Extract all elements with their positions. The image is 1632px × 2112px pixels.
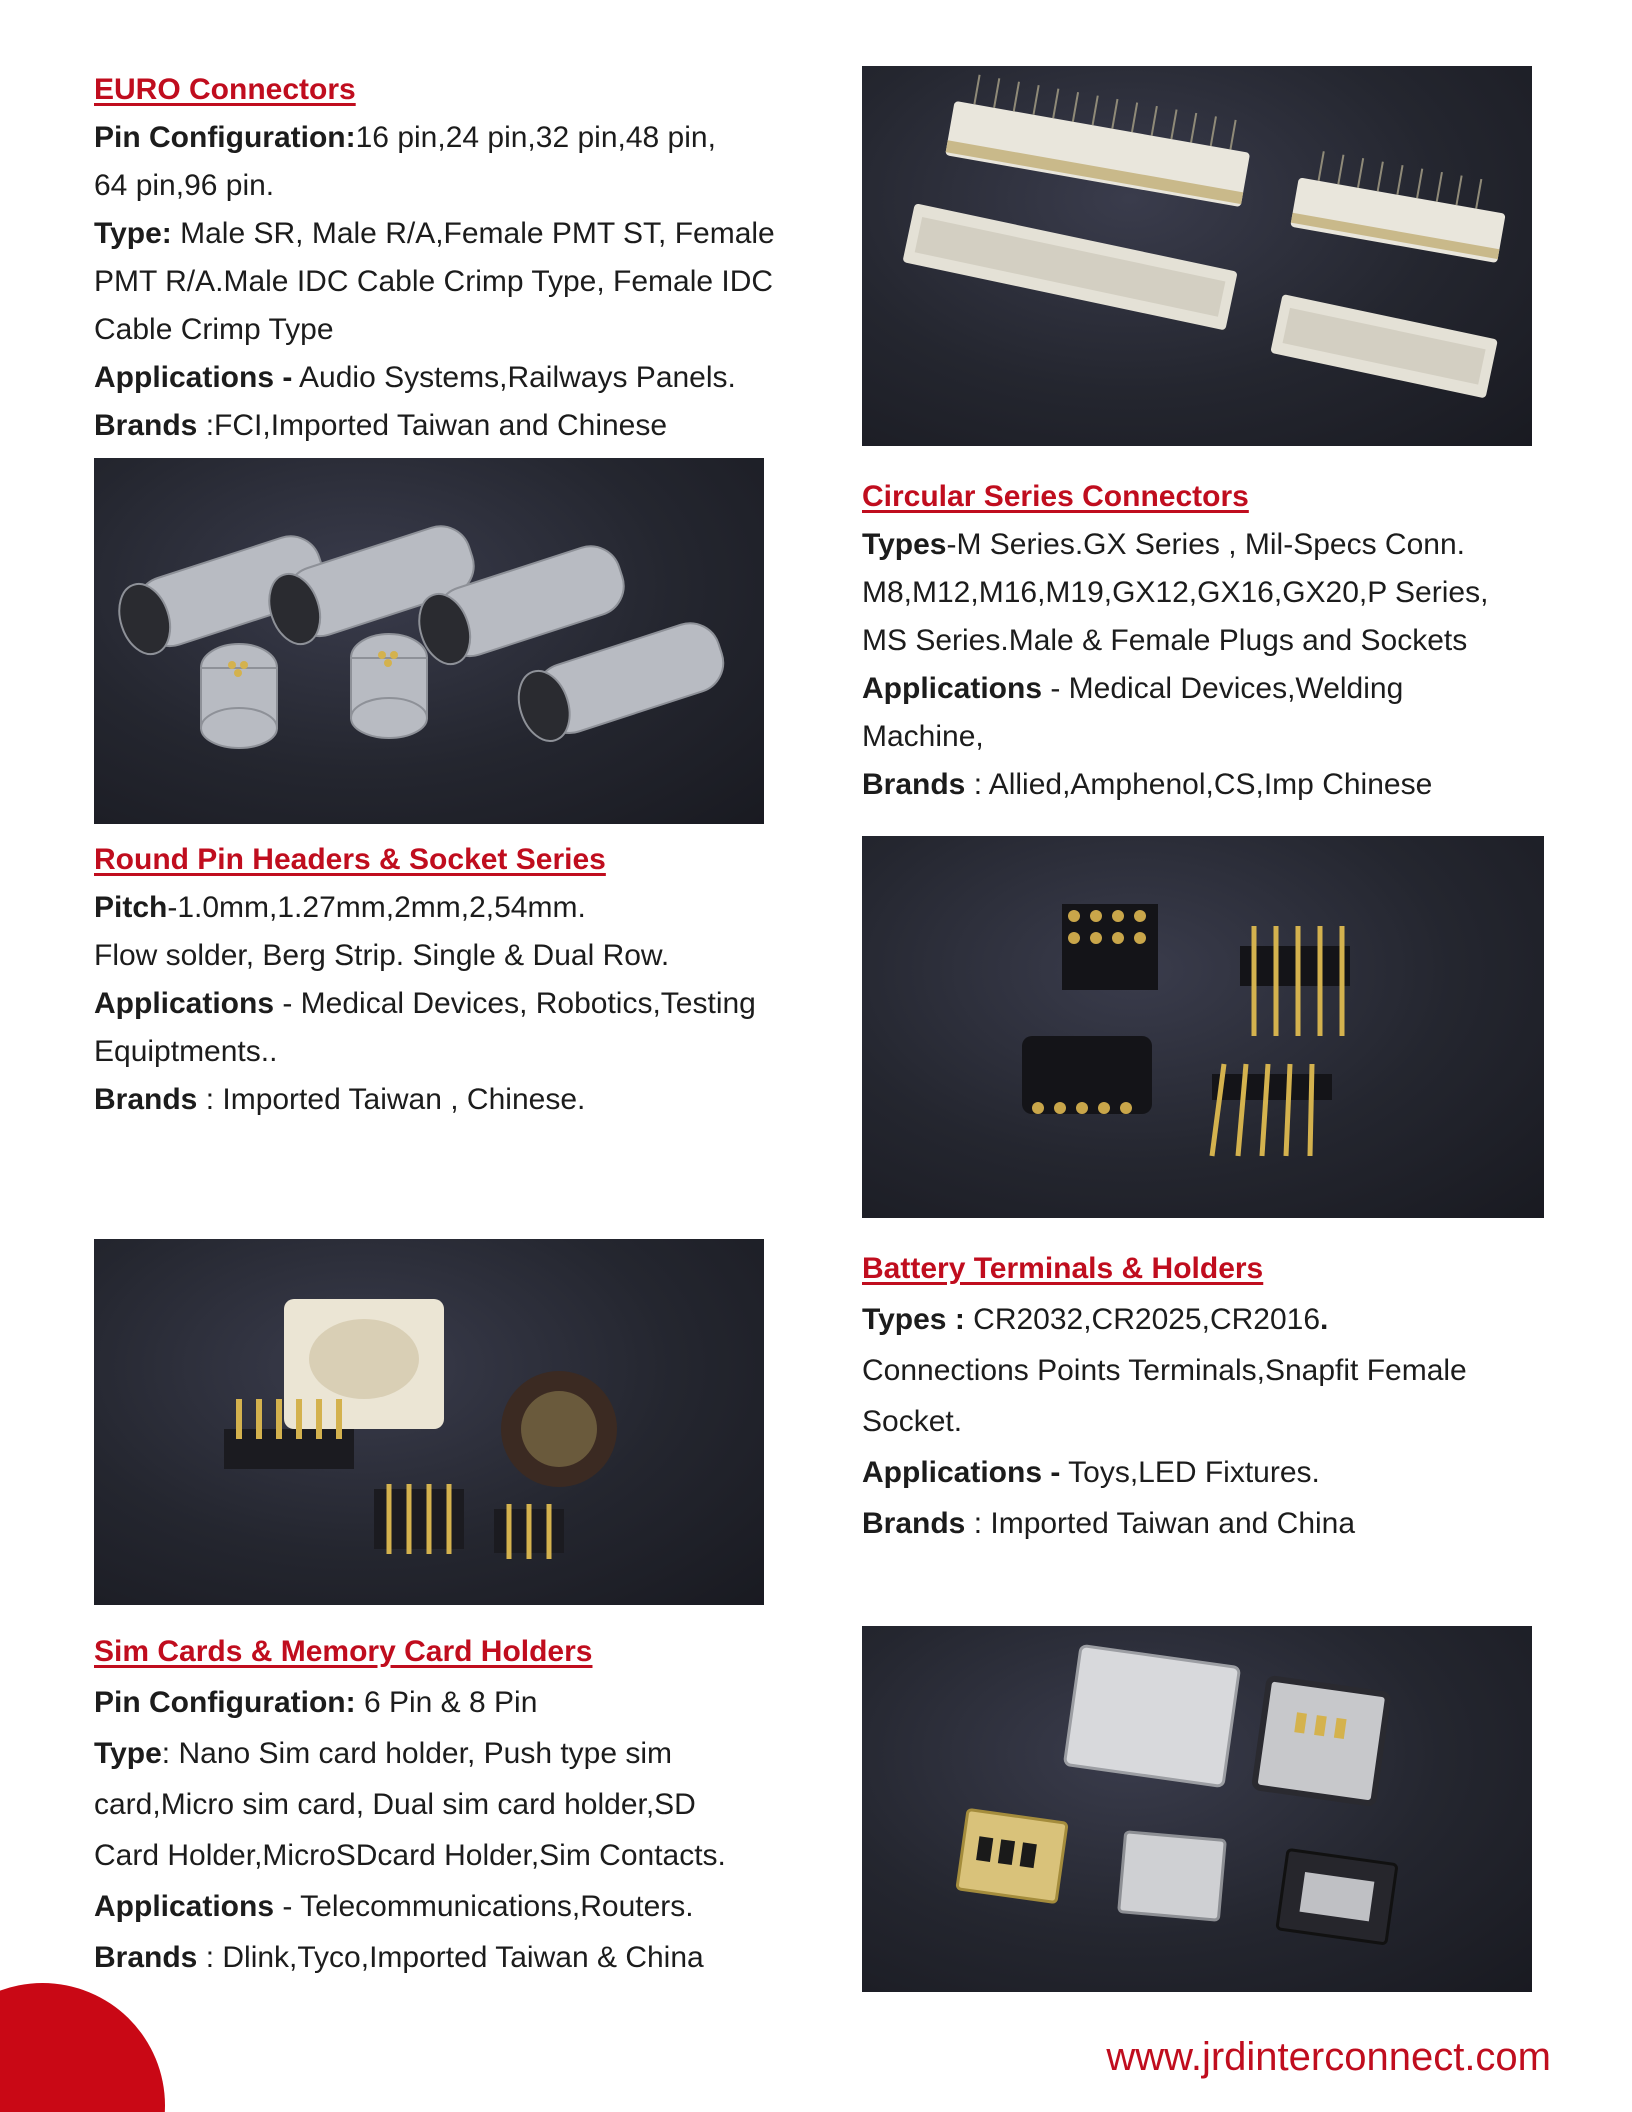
simcard-brands-line [94, 1932, 854, 1983]
roundpin-pitch-value: -1.0mm,1.27mm,2mm,2,54mm. [167, 891, 586, 924]
simcard-brand-label: Brands [94, 1941, 198, 1974]
euro-type-value-1: Male SR, Male R/A,Female PMT ST, Female [171, 217, 775, 250]
simcard-type-value-3: Card Holder,MicroSDcard Holder,Sim Contacts. [94, 1839, 726, 1872]
euro-section [94, 66, 834, 450]
roundpin-section [94, 836, 834, 1124]
battery-line-2: Connections Points Terminals,Snapfit Female [862, 1354, 1467, 1387]
roundpin-line-2: Flow solder, Berg Strip. Single & Dual Row. [94, 939, 670, 972]
roundpin-applications-line [94, 980, 834, 1028]
euro-brand-label: Brands [94, 409, 198, 442]
euro-brand-value: :FCI,Imported Taiwan and Chinese [197, 409, 668, 442]
circular-app-value-2: Machine, [862, 720, 984, 753]
roundpin-headers-illustration [862, 836, 1544, 1218]
roundpin-app-label: Applications [94, 987, 275, 1020]
circular-types-label: Types [862, 528, 947, 561]
simcard-applications-line [94, 1881, 854, 1932]
euro-pin-label: Pin Configuration: [94, 121, 356, 154]
battery-app-label: Applications - [862, 1456, 1061, 1489]
roundpin-pitch-label: Pitch [94, 891, 168, 924]
roundpin-headers-photo [862, 836, 1544, 1218]
battery-title: Battery Terminals & Holders [862, 1252, 1264, 1285]
battery-section [862, 1243, 1602, 1549]
battery-types-line [862, 1294, 1602, 1345]
simcard-brand-value: : Dlink,Tyco,Imported Taiwan & China [197, 1941, 704, 1974]
battery-line-3: Socket. [862, 1405, 963, 1438]
simcard-type-value-1: : Nano Sim card holder, Push type sim [161, 1737, 673, 1770]
battery-brand-label: Brands [862, 1507, 966, 1540]
circular-brand-label: Brands [862, 768, 966, 801]
circular-types-value-3: MS Series.Male & Female Plugs and Sockets [862, 624, 1468, 657]
simcard-type-label: Type [94, 1737, 162, 1770]
simcard-pin-label: Pin Configuration: [94, 1686, 356, 1719]
simcard-holders-illustration [862, 1626, 1532, 1992]
circular-types-value-1: -M Series.GX Series , Mil-Specs Conn. [946, 528, 1465, 561]
simcard-pin-line [94, 1677, 854, 1728]
euro-applications-line [94, 354, 834, 402]
roundpin-brands-line [94, 1076, 834, 1124]
simcard-app-value: - Telecommunications,Routers. [274, 1890, 694, 1923]
circular-connectors-illustration [94, 458, 764, 824]
circular-app-value-1: - Medical Devices,Welding [1042, 672, 1404, 705]
simcard-holders-photo [862, 1626, 1532, 1992]
roundpin-brand-value: : Imported Taiwan , Chinese. [197, 1083, 586, 1116]
simcard-section [94, 1626, 854, 1983]
circular-types-line-1 [862, 521, 1582, 569]
battery-types-value: CR2032,CR2025,CR2016 [964, 1303, 1321, 1336]
circular-app-label: Applications [862, 672, 1043, 705]
circular-brand-value: : Allied,Amphenol,CS,Imp Chinese [965, 768, 1433, 801]
battery-brands-line [862, 1498, 1602, 1549]
circular-brands-line [862, 761, 1582, 809]
battery-types-dot: . [1320, 1303, 1329, 1336]
battery-types-label: Types : [862, 1303, 965, 1336]
euro-connectors-photo [862, 66, 1532, 446]
euro-type-line-1 [94, 210, 834, 258]
euro-connectors-illustration [862, 66, 1532, 446]
roundpin-brand-label: Brands [94, 1083, 198, 1116]
euro-app-value: Audio Systems,Railways Panels. [292, 361, 736, 394]
battery-app-value: Toys,LED Fixtures. [1060, 1456, 1320, 1489]
simcard-type-value-2: card,Micro sim card, Dual sim card holder,SD [94, 1788, 696, 1821]
circular-types-value-2: M8,M12,M16,M19,GX12,GX16,GX20,P Series, [862, 576, 1489, 609]
decorative-red-circle [0, 1983, 165, 2112]
battery-applications-line [862, 1447, 1602, 1498]
euro-pin-value-2: 64 pin,96 pin. [94, 169, 275, 202]
battery-holders-illustration [94, 1239, 764, 1605]
euro-title: EURO Connectors [94, 73, 356, 106]
euro-app-label: Applications - [94, 361, 293, 394]
euro-brands-line [94, 402, 834, 450]
euro-type-label: Type: [94, 217, 172, 250]
circular-section [862, 473, 1582, 809]
roundpin-pitch-line [94, 884, 834, 932]
euro-pin-line-1 [94, 114, 834, 162]
circular-connectors-photo [94, 458, 764, 824]
roundpin-app-value-1: - Medical Devices, Robotics,Testing [274, 987, 756, 1020]
website-link[interactable]: www.jrdinterconnect.com [1106, 2035, 1551, 2079]
circular-applications-line [862, 665, 1582, 713]
roundpin-app-value-2: Equiptments.. [94, 1035, 278, 1068]
simcard-app-label: Applications [94, 1890, 275, 1923]
simcard-pin-value: 6 Pin & 8 Pin [355, 1686, 538, 1719]
simcard-type-line-1 [94, 1728, 854, 1779]
roundpin-title: Round Pin Headers & Socket Series [94, 843, 606, 876]
euro-pin-value-1: 16 pin,24 pin,32 pin,48 pin, [355, 121, 716, 154]
battery-holders-photo [94, 1239, 764, 1605]
euro-type-value-2: PMT R/A.Male IDC Cable Crimp Type, Female IDC [94, 265, 774, 298]
battery-brand-value: : Imported Taiwan and China [965, 1507, 1356, 1540]
simcard-title: Sim Cards & Memory Card Holders [94, 1635, 593, 1668]
circular-title: Circular Series Connectors [862, 480, 1249, 513]
euro-type-value-3: Cable Crimp Type [94, 313, 334, 346]
